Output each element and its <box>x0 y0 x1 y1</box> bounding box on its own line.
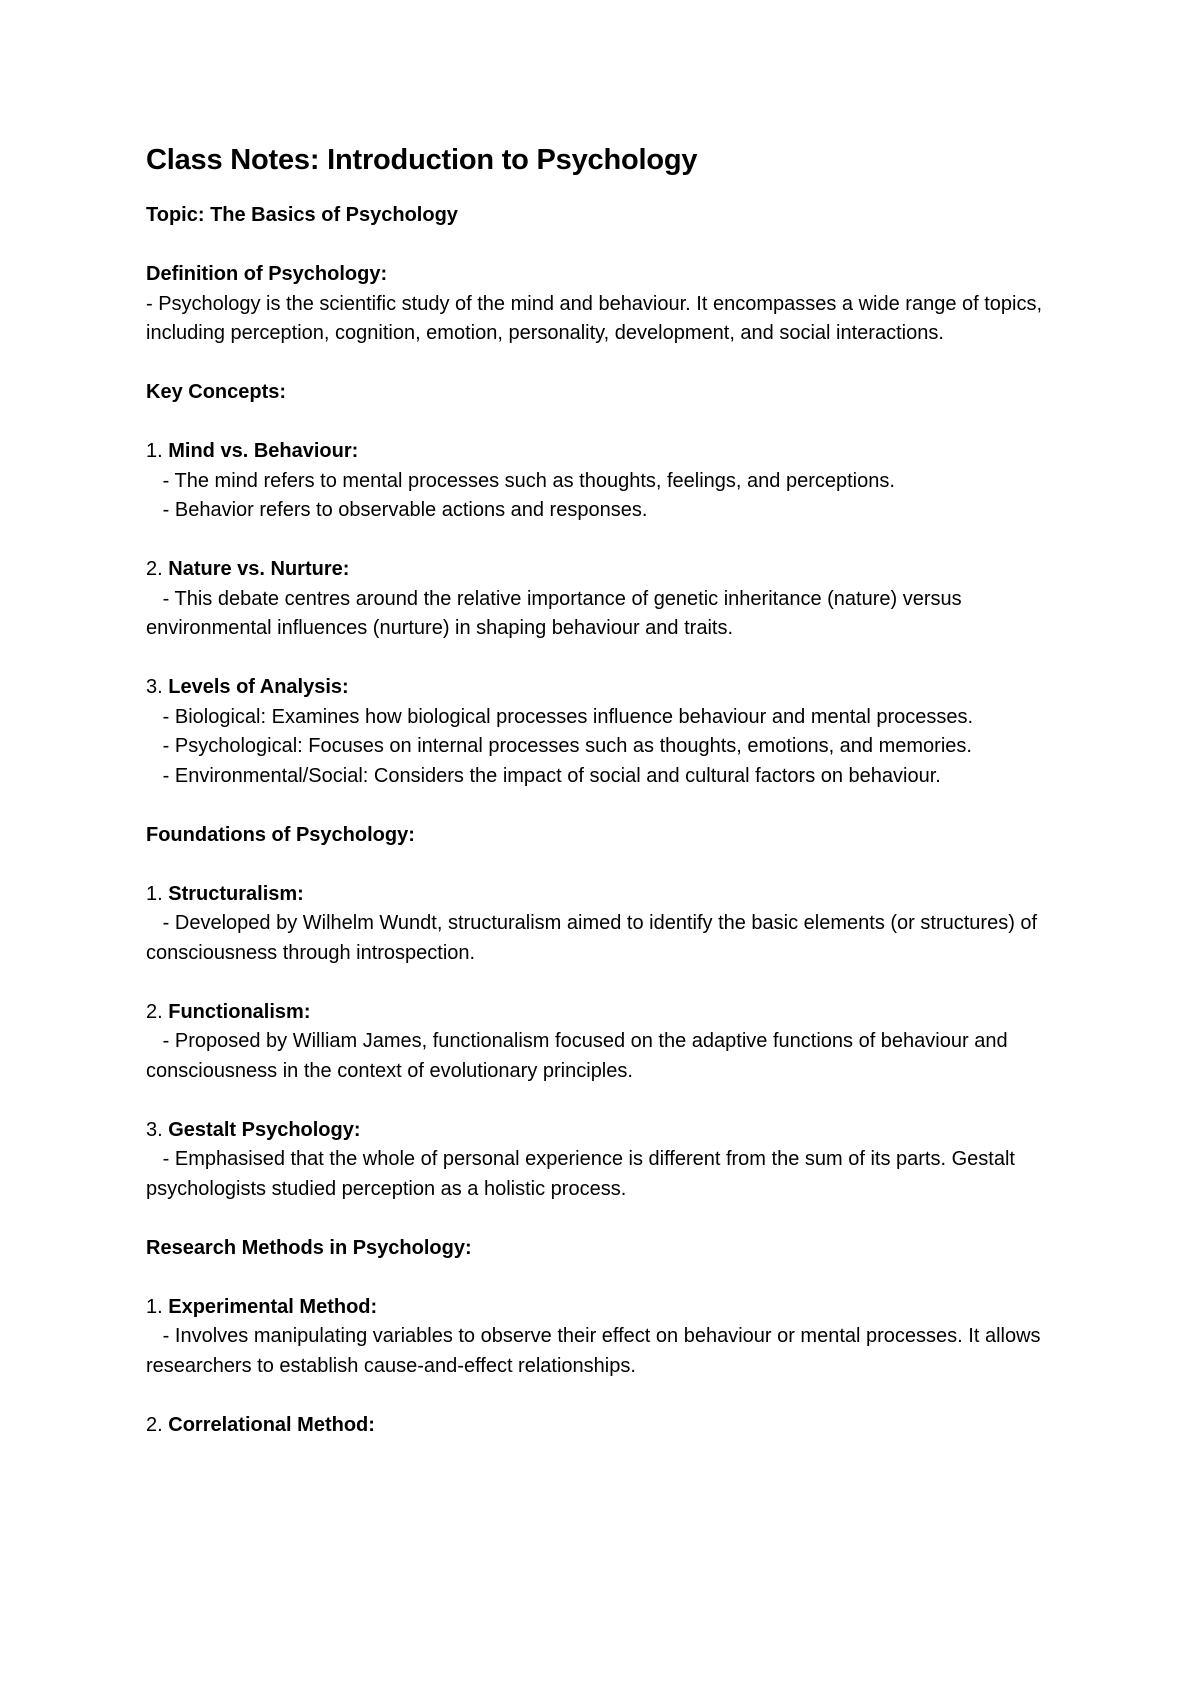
key-concepts-heading: Key Concepts: <box>146 381 287 403</box>
foundation-title: 3. Gestalt Psychology: <box>146 1118 361 1141</box>
research-method-title: 1. Experimental Method: <box>146 1295 378 1318</box>
document-body <box>146 140 1076 1440</box>
research-method-point: - Involves manipulating variables to observe their effect on behaviour or mental processes. It allows researchers to establish cause-and-effect relationships. <box>146 1325 1041 1377</box>
research-methods-heading: Research Methods in Psychology: <box>146 1236 472 1259</box>
foundation-title: 2. Functionalism: <box>146 1000 311 1023</box>
key-concept-point: - Psychological: Focuses on internal processes such as thoughts, emotions, and memories. <box>162 735 972 757</box>
definition-text: - Psychology is the scientific study of the mind and behaviour. It encompasses a wide range of topics, including perception, cognition, emotion, personality, development, and social interactions. <box>146 292 1043 344</box>
research-method-title: 2. Correlational Method: <box>146 1413 375 1436</box>
foundations-heading: Foundations of Psychology: <box>146 823 415 846</box>
key-concept-point: - This debate centres around the relative importance of genetic inheritance (nature) versus environmental influences (nurture) in shaping behaviour and traits. <box>146 587 962 639</box>
key-concept-title: 2. Nature vs. Nurture: <box>146 558 350 580</box>
foundation-point: - Emphasised that the whole of personal experience is different from the sum of its parts. Gestalt psychologists studied perception as a holistic process. <box>146 1148 1015 1200</box>
key-concept-point: - The mind refers to mental processes such as thoughts, feelings, and perceptions. <box>162 469 895 492</box>
topic-line: Topic: The Basics of Psychology <box>146 204 458 226</box>
key-concept-title: 1. Mind vs. Behaviour: <box>146 440 359 462</box>
key-concept-point: - Biological: Examines how biological processes influence behaviour and mental processes. <box>162 705 974 728</box>
foundation-point: - Proposed by William James, functionalism focused on the adaptive functions of behaviour and consciousness in the context of evolutionary principles. <box>146 1030 1008 1082</box>
foundation-point: - Developed by Wilhelm Wundt, structuralism aimed to identify the basic elements (or structures) of consciousness through introspection. <box>146 912 1038 964</box>
foundation-title: 1. Structuralism: <box>146 882 304 905</box>
key-concept-point: - Behavior refers to observable actions and responses. <box>162 499 648 521</box>
key-concept-point: - Environmental/Social: Considers the impact of social and cultural factors on behaviour. <box>162 764 941 787</box>
key-concept-title: 3. Levels of Analysis: <box>146 676 349 698</box>
definition-heading: Definition of Psychology: <box>146 263 388 285</box>
page-title: Class Notes: Introduction to Psychology <box>146 144 698 176</box>
